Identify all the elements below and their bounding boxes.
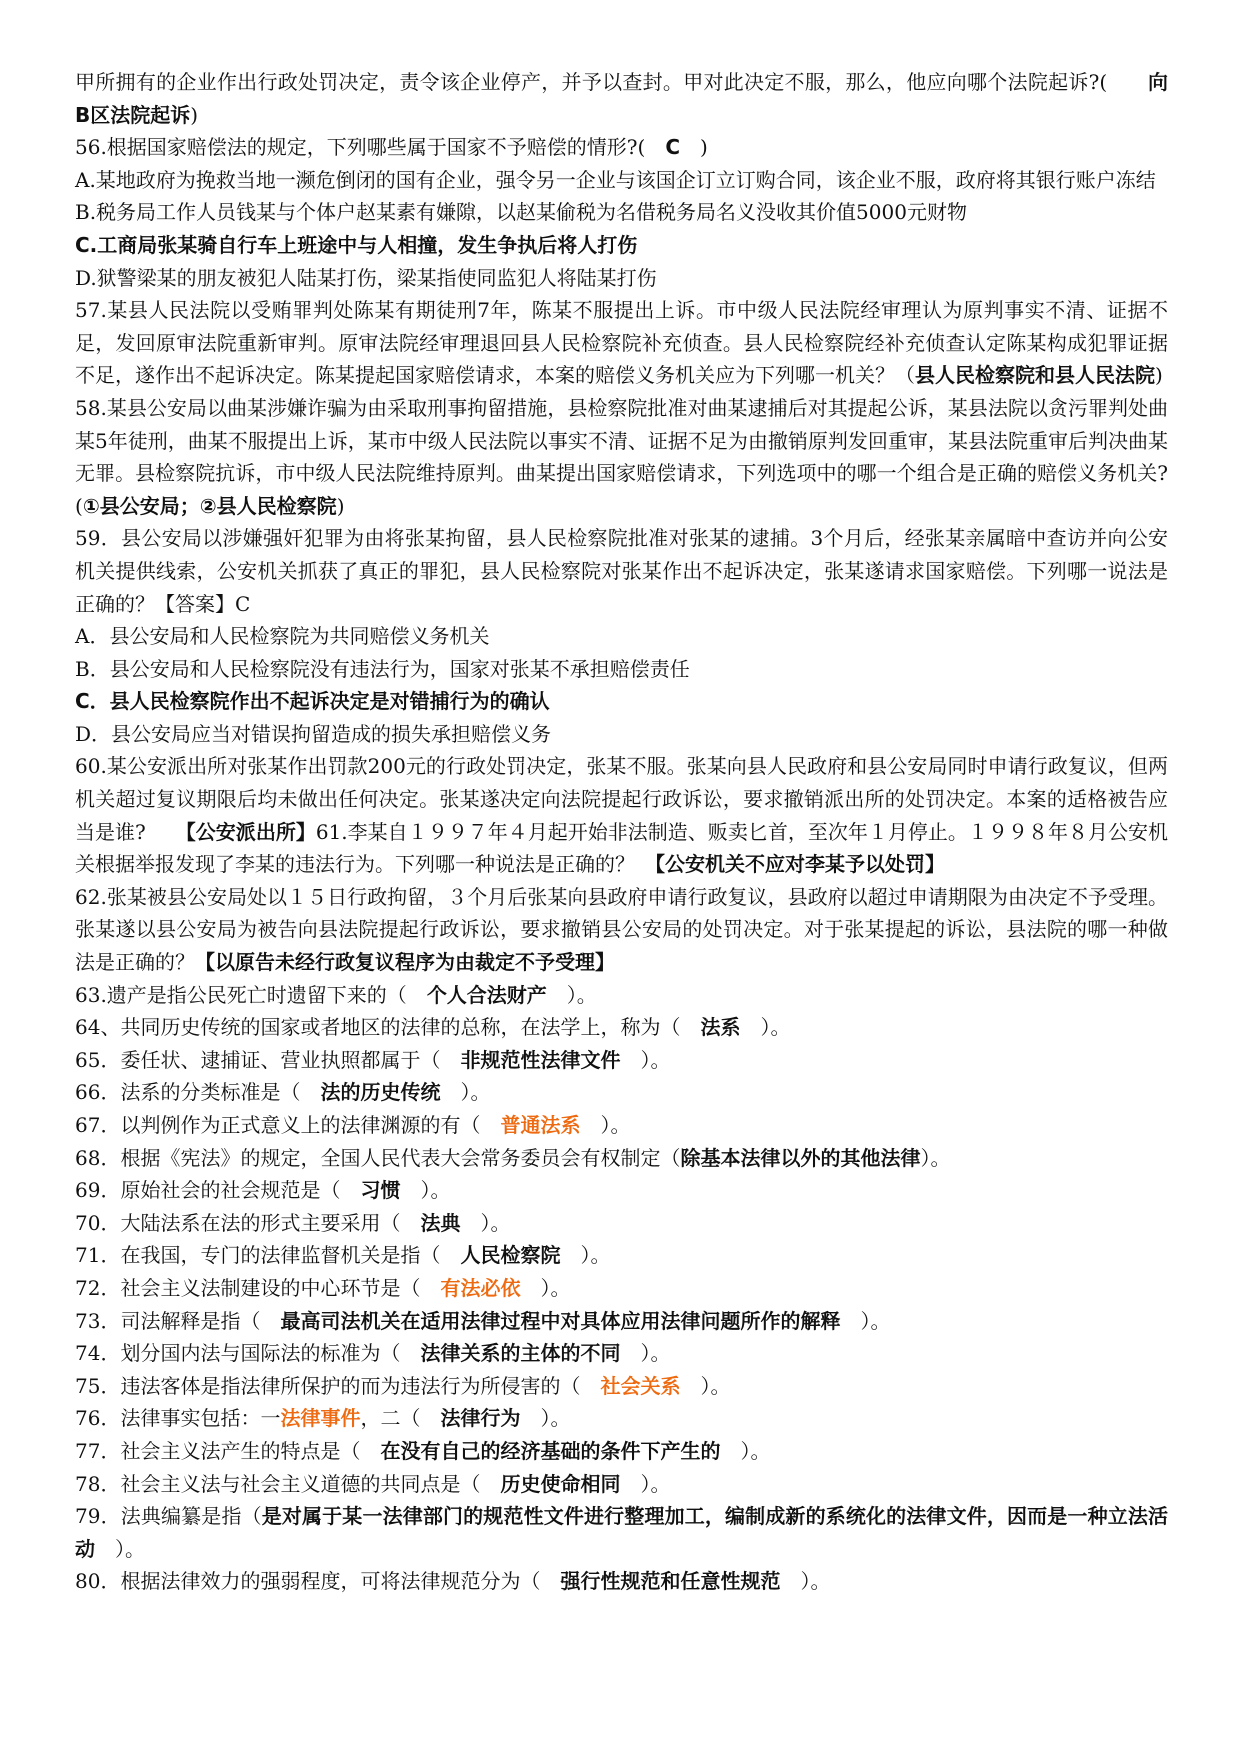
paragraph (75, 750, 1168, 880)
question-text: 69．原始社会的社会规范是（ (75, 1178, 361, 1203)
question-text: ）。 (460, 1210, 511, 1235)
paragraph (75, 196, 1168, 229)
answer-text: 除基本法律以外的其他法律 (680, 1145, 921, 1170)
paragraph (75, 1044, 1168, 1077)
answer-text: 县人民检察院和县人民法院 (915, 363, 1155, 388)
answer-text: 法系 (700, 1015, 741, 1040)
question-text: ）。 (620, 1047, 671, 1072)
question-text: ) (190, 102, 199, 127)
question-text: 甲所拥有的企业作出行政处罚决定，责令该企业停产，并予以查封。甲对此决定不服，那么，他应向哪个法院起诉?( (75, 70, 1148, 94)
question-text: 59．县公安局以涉嫌强奸犯罪为由将张某拘留，县人民检察院批准对张某的逮捕。3个月后，经张某亲属暗中查访并向公安机关提供线索，公安机关抓获了真正的罪犯，县人民检察院对张某作出不起诉决定，张某遂请求国家赔偿。下列哪一说法是正确的？【答案】C (75, 526, 1168, 616)
question-text: ）。 (620, 1471, 671, 1496)
question-text: ）。 (780, 1569, 831, 1594)
answer-text: 习惯 (360, 1178, 401, 1203)
paragraph (75, 294, 1168, 392)
question-text: A．县公安局和人民检察院为共同赔偿义务机关 (75, 624, 490, 649)
paragraph (75, 522, 1168, 620)
question-text: 57.某县人民法院以受贿罪判处陈某有期徒刑7年，陈某不服提出上诉。市中级人民法院经审理认为原判事实不清、证据不足，发回原审法院重新审判。原审法院经审理退回县人民检察院补充侦查。县人民检察院经补充侦查认定陈某构成犯罪证据不足，遂作出不起诉决定。陈某提起国家赔偿请求，本案的赔偿义务机关应为下列哪一机关？（ (75, 298, 1168, 388)
question-text: 75．违法客体是指法律所保护的而为违法行为所侵害的（ (75, 1373, 601, 1398)
answer-text: 非规范性法律文件 (460, 1047, 621, 1072)
paragraph (75, 1142, 1168, 1175)
answer-text: 【以原告未经行政复议程序为由裁定不予受理】 (195, 950, 615, 975)
question-text: ）。 (720, 1438, 771, 1463)
paragraph (75, 653, 1168, 686)
question-text: 79．法典编纂是指（ (75, 1504, 262, 1529)
paragraph (75, 1337, 1168, 1370)
paragraph (75, 1402, 1168, 1435)
question-text: D.狱警梁某的朋友被犯人陆某打伤，梁某指使同监犯人将陆某打伤 (75, 265, 657, 290)
answer-text: C (665, 135, 681, 160)
answer-text: 普通法系 (500, 1113, 581, 1137)
answer-text: 有法必依 (440, 1275, 521, 1300)
paragraph (75, 685, 1168, 718)
question-text: 78．社会主义法与社会主义道德的共同点是（ (75, 1471, 501, 1496)
answer-text: 向B区法院起诉 (75, 70, 1168, 127)
question-text: A.某地政府为挽救当地一濒危倒闭的国有企业，强令另一企业与该国企订立订购合同，该企业不服，政府将其银行账户冻结 (75, 167, 1156, 192)
question-text: ）。 (560, 1243, 611, 1268)
question-text: ）。 (580, 1113, 631, 1137)
answer-text: 社会关系 (600, 1373, 681, 1398)
paragraph (75, 1370, 1168, 1403)
answer-text: 在没有自己的经济基础的条件下产生的 (380, 1438, 721, 1463)
paragraph (75, 1109, 1168, 1142)
question-text: ）。 (400, 1178, 451, 1203)
answer-text: 最高司法机关在适用法律过程中对具体应用法律问题所作的解释 (280, 1308, 841, 1333)
answer-text: 人民检察院 (460, 1243, 561, 1268)
question-text: 80．根据法律效力的强弱程度，可将法律规范分为（ (75, 1569, 561, 1594)
question-text: ）。 (840, 1308, 891, 1333)
paragraph (75, 1011, 1168, 1044)
question-text: ）。 (95, 1536, 145, 1561)
paragraph (75, 66, 1168, 131)
question-text: ) (336, 493, 345, 518)
question-text: 67．以判例作为正式意义上的法律渊源的有（ (75, 1113, 501, 1137)
answer-text: 法律关系的主体的不同 (420, 1341, 621, 1366)
paragraph (75, 1272, 1168, 1305)
question-text: 70．大陆法系在法的形式主要采用（ (75, 1210, 421, 1235)
question-text: 63.遗产是指公民死亡时遗留下来的（ (75, 982, 427, 1007)
answer-text: C．县人民检察院作出不起诉决定是对错捕行为的确认 (75, 689, 550, 714)
answer-text: 个人合法财产 (426, 982, 547, 1007)
question-text: ，二（ (360, 1406, 441, 1431)
paragraph (75, 718, 1168, 751)
question-text: ）。 (440, 1080, 491, 1105)
document-body (75, 66, 1168, 1598)
paragraph (75, 1239, 1168, 1272)
answer-text: 是对属于某一法律部门的规范性文件进行整理加工，编制成新的系统化的法律文件，因而是一种立法活动 (75, 1504, 1168, 1561)
paragraph (75, 1435, 1168, 1468)
answer-text: 法律行为 (440, 1406, 521, 1431)
question-text: 73．司法解释是指（ (75, 1308, 281, 1333)
question-text: ）。 (620, 1341, 671, 1366)
question-text: 61.李某自１９９７年４月起开始非法制造、贩卖匕首，至次年１月停止。１９９８年８月公安机关根据举报发现了李某的违法行为。下列哪一种说法是正确的？ (75, 819, 1168, 877)
question-text: 60.某公安派出所对张某作出罚款200元的行政处罚决定，张某不服。张某向县人民政府和县公安局同时申请行政复议，但两机关超过复议期限后均未做出任何决定。张某遂决定向法院提起行政诉讼，要求撤销派出所的处罚决定。本案的适格被告应当是谁? (75, 754, 1168, 844)
question-text: 74．划分国内法与国际法的标准为（ (75, 1341, 421, 1366)
paragraph (75, 1207, 1168, 1240)
question-text: 56.根据国家赔偿法的规定，下列哪些属于国家不予赔偿的情形?( (75, 135, 666, 160)
question-text: 65．委任状、逮捕证、营业执照都属于（ (75, 1047, 461, 1072)
question-text: ）。 (520, 1406, 571, 1431)
question-text: 62.张某被县公安局处以１５日行政拘留，３个月后张某向县政府申请行政复议，县政府以超过申请期限为由决定不予受理。张某遂以县公安局为被告向县法院提起行政诉讼，要求撤销县公安局的处罚决定。对于张某提起的诉讼，县法院的哪一种做法是正确的？ (75, 884, 1168, 975)
question-text: ）。 (680, 1373, 731, 1398)
paragraph (75, 1305, 1168, 1338)
paragraph (75, 131, 1168, 164)
question-text: 68．根据《宪法》的规定，全国人民代表大会常务委员会有权制定（ (75, 1145, 681, 1170)
paragraph (75, 979, 1168, 1012)
question-text: D．县公安局应当对错误拘留造成的损失承担赔偿义务 (75, 721, 552, 746)
question-text: ) (680, 135, 708, 160)
question-text: 66．法系的分类标准是（ (75, 1080, 321, 1105)
paragraph (75, 1174, 1168, 1207)
paragraph (75, 392, 1168, 522)
question-text: 64、共同历史传统的国家或者地区的法律的总称，在法学上，称为（ (75, 1015, 701, 1040)
answer-text: ①县公安局；②县人民检察院 (82, 493, 337, 518)
answer-text: 历史使命相同 (500, 1471, 621, 1496)
answer-text: 【公安派出所】 (185, 819, 316, 844)
question-text: ）。 (520, 1275, 571, 1300)
question-text: 58.某县公安局以曲某涉嫌诈骗为由采取刑事拘留措施，县检察院批准对曲某逮捕后对其提起公诉，某县法院以贪污罪判处曲某5年徒刑，曲某不服提出上诉，某市中级人民法院以事实不清、证据不足为由撤销原判发回重审，某县法院重审后判决曲某无罪。县检察院抗诉，市中级人民法院维持原判。曲某提出国家赔偿请求，下列选项中的哪一个组合是正确的赔偿义务机关?( (75, 395, 1168, 518)
answer-text: C.工商局张某骑自行车上班途中与人相撞，发生争执后将人打伤 (75, 232, 638, 257)
question-text: B.税务局工作人员钱某与个体户赵某素有嫌隙，以赵某偷税为名借税务局名义没收其价值5000元财物 (75, 200, 967, 225)
question-text: ）。 (740, 1015, 791, 1040)
paragraph (75, 1076, 1168, 1109)
question-text: ) (1155, 363, 1163, 388)
paragraph (75, 881, 1168, 979)
question-text: B．县公安局和人民检察院没有违法行为，国家对张某不承担赔偿责任 (75, 656, 690, 681)
question-text: ）。 (920, 1145, 951, 1170)
question-text: 77．社会主义法产生的特点是（ (75, 1438, 381, 1463)
question-text: 72．社会主义法制建设的中心环节是（ (75, 1275, 441, 1300)
paragraph (75, 1500, 1168, 1565)
answer-text: 【公安机关不应对李某予以处罚】 (655, 852, 945, 877)
paragraph (75, 620, 1168, 653)
question-text: 71．在我国，专门的法律监督机关是指（ (75, 1243, 461, 1268)
paragraph (75, 229, 1168, 262)
paragraph (75, 262, 1168, 295)
answer-text: 强行性规范和任意性规范 (560, 1569, 781, 1594)
answer-text: 法的历史传统 (320, 1080, 441, 1105)
answer-text: 法律事件 (280, 1406, 361, 1431)
paragraph (75, 1565, 1168, 1598)
paragraph (75, 1468, 1168, 1501)
question-text: 76．法律事实包括：一 (75, 1406, 281, 1431)
question-text: ）。 (546, 982, 597, 1007)
answer-text: 法典 (420, 1210, 461, 1235)
paragraph (75, 164, 1168, 197)
